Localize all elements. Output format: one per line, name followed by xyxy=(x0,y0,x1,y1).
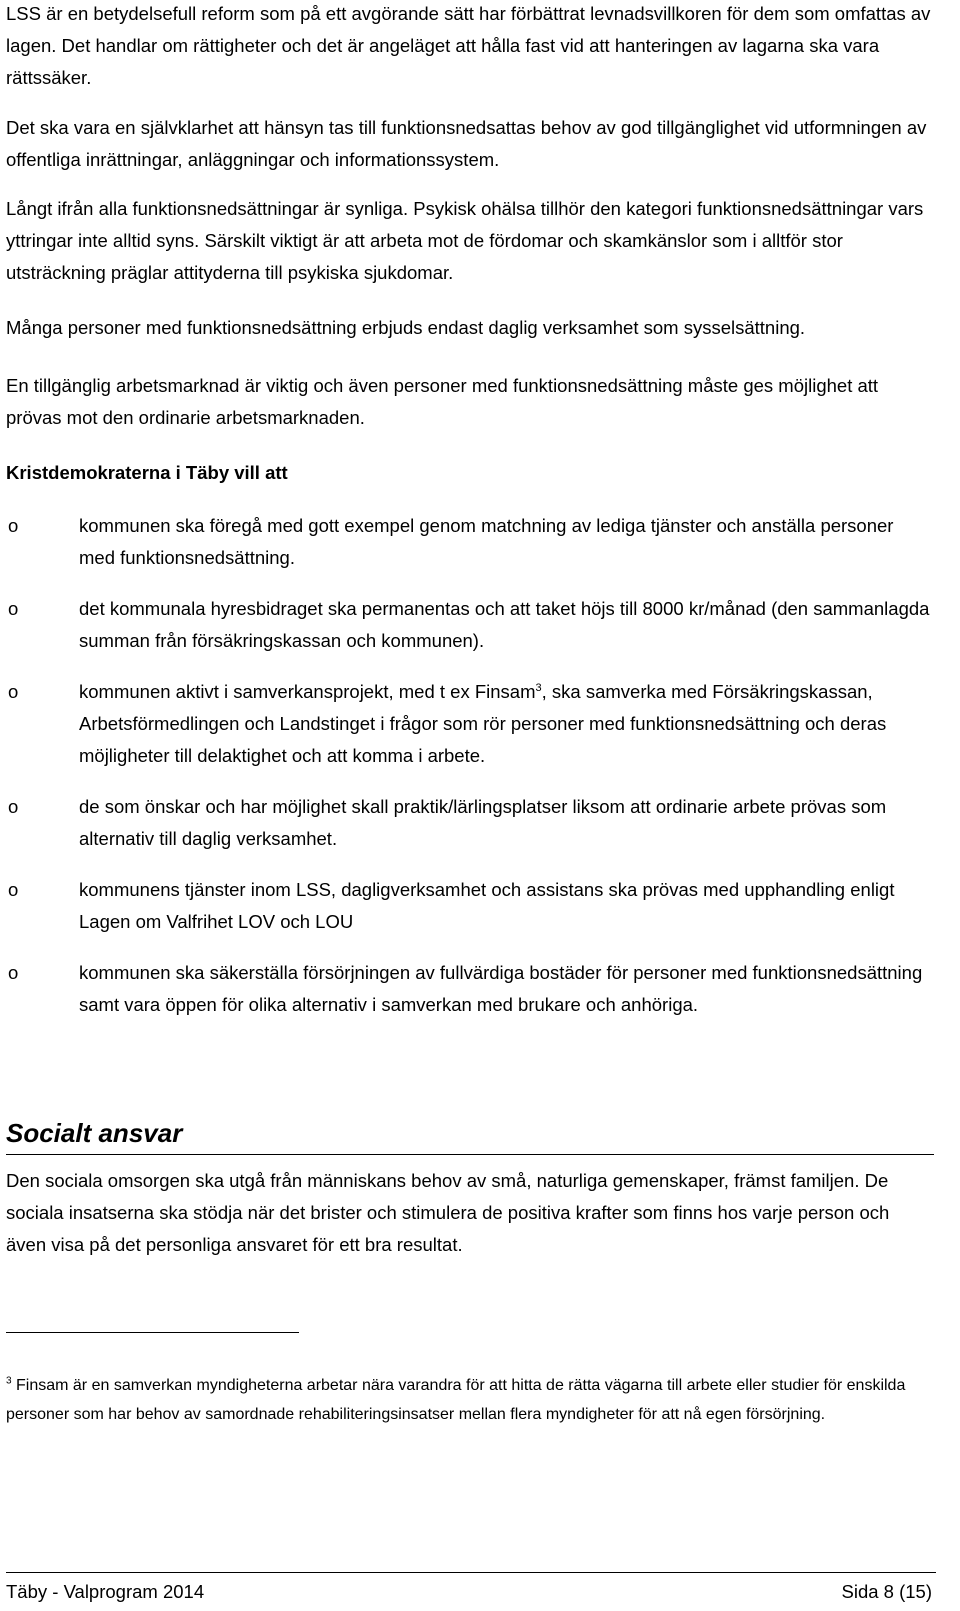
list-item-text-before: kommunen aktivt i samverkansprojekt, med t ex Finsam xyxy=(79,681,536,702)
section-title: Socialt ansvar xyxy=(6,1116,934,1155)
kd-bullet-list xyxy=(6,510,934,1040)
section-body: Den sociala omsorgen ska utgå från människans behov av små, naturliga gemenskaper, främst familjen. De sociala insatserna ska stödja när det brister och stimulera de positiva krafter som finns hos varje person och även visa på det personliga ansvaret för ett bra resultat. xyxy=(6,1170,890,1255)
bullet-icon: o xyxy=(8,879,19,900)
list-item-text: det kommunala hyresbidraget ska permanentas och att taket höjs till 8000 kr/månad (den sammanlagda summan från försäkringskassan och kommunen). xyxy=(79,598,930,651)
footnote-reference[interactable]: 3 xyxy=(535,681,542,694)
list-item xyxy=(6,593,934,657)
bullet-icon: o xyxy=(8,598,19,619)
list-item-text: kommunens tjänster inom LSS, dagligverksamhet och assistans ska prövas med upphandling enligt Lagen om Valfrihet LOV och LOU xyxy=(79,879,895,932)
list-item-text-after: , ska samverka med Försäkringskassan, Arbetsförmedlingen och Landstinget i frågor som rör personer med funktionsnedsättning och deras möjligheter till delaktighet och att komma i arbete. xyxy=(79,681,887,766)
bullet-icon: o xyxy=(8,681,19,702)
list-item xyxy=(6,676,934,772)
paragraph-visibility: Långt ifrån alla funktionsnedsättningar är synliga. Psykisk ohälsa tillhör den kategori funktionsnedsättningar vars yttringar inte alltid syns. Särskilt viktigt är att arbeta mot de fördomar och skamkänslor som i alltför stor utsträckning präglar attityderna till psykiska sjukdomar. xyxy=(6,198,924,283)
footnote-divider xyxy=(6,1332,299,1333)
list-item-text: kommunen ska föregå med gott exempel genom matchning av lediga tjänster och anställa personer med funktionsnedsättning. xyxy=(79,515,894,568)
bullet-icon: o xyxy=(8,796,19,817)
paragraph-accessibility: Det ska vara en självklarhet att hänsyn tas till funktionsnedsattas behov av god tillgänglighet vid utformningen av offentliga inrättningar, anläggningar och informationssystem. xyxy=(6,117,927,170)
list-item xyxy=(6,510,934,574)
paragraph-labour-market: En tillgänglig arbetsmarknad är viktig och även personer med funktionsnedsättning måste ges möjlighet att prövas mot den ordinarie arbetsmarknaden. xyxy=(6,375,879,428)
list-item-text: kommunen ska säkerställa försörjningen av fullvärdiga bostäder för personer med funktionsnedsättning samt vara öppen för olika alternativ i samverkan med brukare och anhöriga. xyxy=(79,962,923,1015)
page-number: Sida 8 (15) xyxy=(841,1581,932,1602)
footer-title: Täby - Valprogram 2014 xyxy=(6,1581,205,1602)
bullet-icon: o xyxy=(8,962,19,983)
list-item-text: de som önskar och har möjlighet skall praktik/lärlingsplatser liksom att ordinarie arbete prövas som alternativ till daglig verksamhet. xyxy=(79,796,887,849)
bullet-icon: o xyxy=(8,515,19,536)
footnote xyxy=(6,1372,934,1429)
footer-divider xyxy=(6,1572,936,1573)
paragraph-daily-activity: Många personer med funktionsnedsättning erbjuds endast daglig verksamhet som sysselsättning. xyxy=(6,317,806,338)
paragraph-intro: LSS är en betydelsefull reform som på ett avgörande sätt har förbättrat levnadsvillkoren för dem som omfattas av lagen. Det handlar om rättigheter och det är angeläget att hålla fast vid att hanteringen av lagarna ska vara rättssäker. xyxy=(6,3,931,88)
kd-heading: Kristdemokraterna i Täby vill att xyxy=(6,462,288,483)
list-item xyxy=(6,957,934,1021)
footnote-number: 3 xyxy=(6,1375,12,1387)
list-item xyxy=(6,874,934,938)
list-item xyxy=(6,791,934,855)
footnote-text: Finsam är en samverkan myndigheterna arbetar nära varandra för att hitta de rätta vägarna till arbete eller studier för enskilda personer som har behov av samordnade rehabiliteringsinsatser mellan flera myndigheter för att nå egen försörjning. xyxy=(6,1377,906,1423)
